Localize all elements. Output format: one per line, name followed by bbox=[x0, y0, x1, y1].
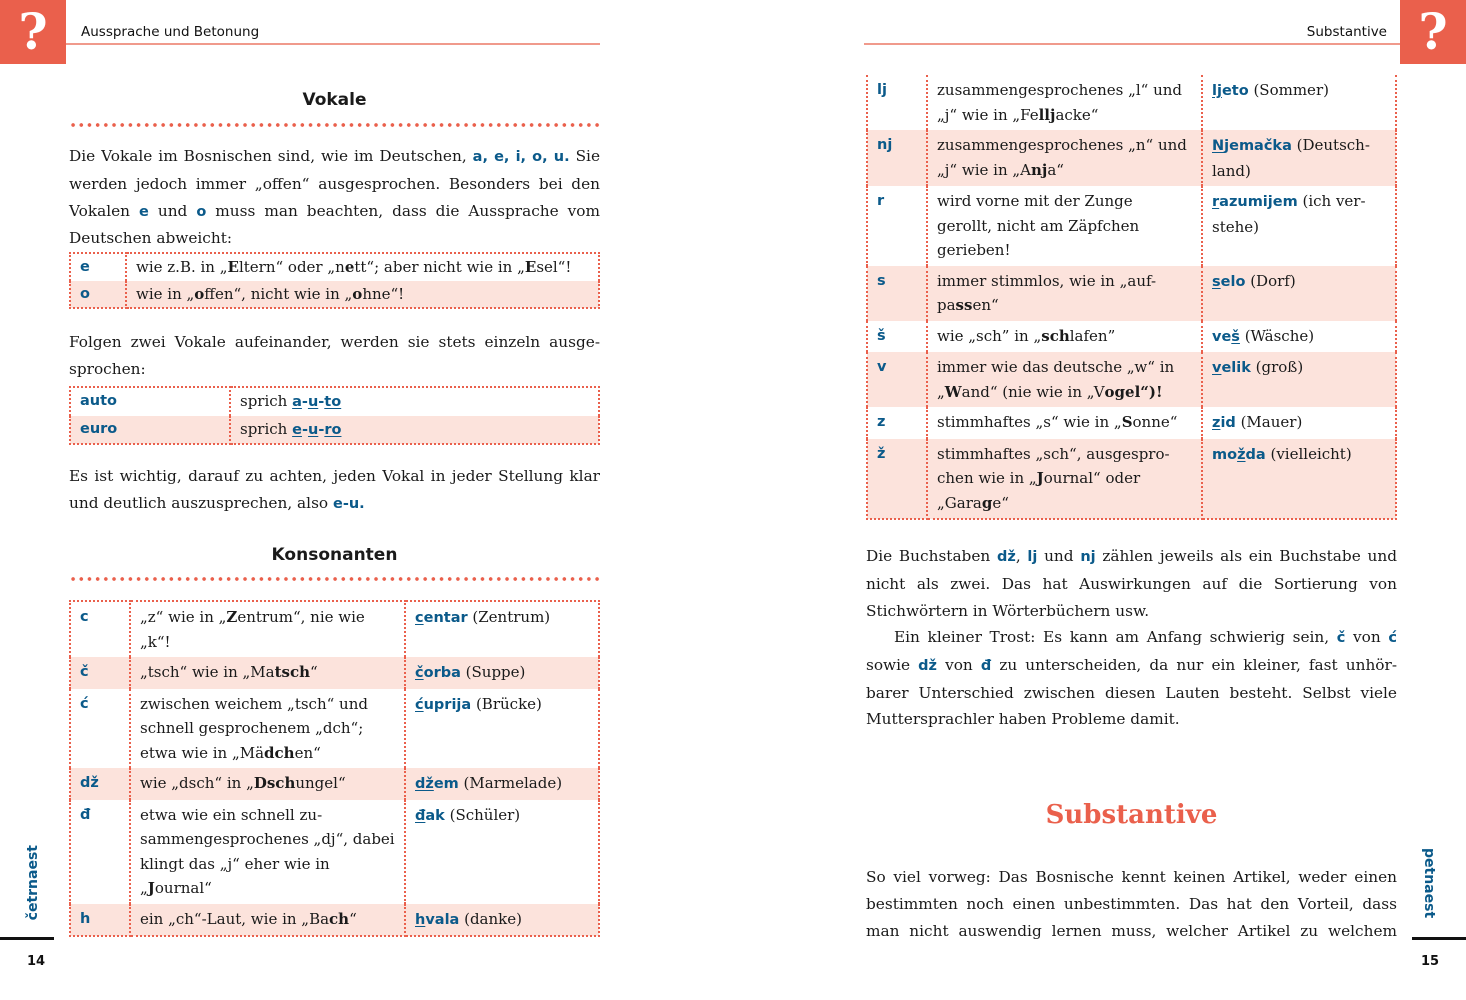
text: wie in „ bbox=[136, 284, 195, 303]
table-row bbox=[867, 321, 1396, 353]
example-word bbox=[1202, 130, 1396, 186]
bold-text: sch bbox=[1041, 326, 1070, 345]
table-row bbox=[70, 416, 599, 445]
table-row bbox=[867, 439, 1396, 520]
text: wie „sch” in „ bbox=[937, 326, 1042, 345]
letter-description bbox=[130, 657, 405, 689]
vokale-outro bbox=[69, 463, 600, 518]
bold-text: g bbox=[981, 493, 993, 512]
header-rule bbox=[66, 43, 600, 45]
question-mark-icon: ? bbox=[1400, 0, 1466, 64]
text: en“ bbox=[294, 743, 321, 762]
table-row bbox=[867, 266, 1396, 321]
text: Die Buchstaben bbox=[866, 547, 997, 565]
konsonanten-table bbox=[69, 600, 600, 937]
letter-key: š bbox=[867, 321, 927, 353]
letter-key: h bbox=[70, 904, 130, 937]
table-row bbox=[70, 689, 599, 769]
bold-text: E bbox=[227, 258, 239, 276]
text: immer wie das deutsche „w“ in „ bbox=[937, 358, 1175, 401]
letter-description bbox=[927, 352, 1202, 407]
text: und bbox=[148, 201, 197, 220]
syllable: to bbox=[324, 394, 342, 410]
letter-key: č bbox=[70, 657, 130, 689]
bold-text: dch bbox=[264, 743, 295, 762]
bold-text: ogel“)! bbox=[1104, 382, 1163, 401]
letter-key: lj bbox=[867, 75, 927, 130]
table-row bbox=[70, 281, 599, 309]
example-text: č bbox=[415, 665, 424, 681]
text: zwischen weichem „tsch“ und schnell gesprochenem „dch“; etwa wie in „Mä bbox=[140, 694, 368, 762]
translation: (Brücke) bbox=[471, 694, 542, 713]
text: Ein kleiner Trost: Es kann am Anfang schwierig sein, bbox=[894, 628, 1337, 646]
text: entrum“, nie wie „k“! bbox=[140, 608, 365, 651]
letter-description bbox=[927, 407, 1202, 439]
page-number-word: petnaest bbox=[1421, 848, 1437, 919]
letter-key: đ bbox=[70, 800, 130, 904]
table-row bbox=[70, 601, 599, 657]
example-text: entar bbox=[423, 610, 468, 626]
highlight: nj bbox=[1080, 549, 1096, 565]
bold-text: Z bbox=[226, 608, 238, 626]
letter-description bbox=[927, 186, 1202, 266]
translation: (Sommer) bbox=[1248, 81, 1329, 99]
syllable: e bbox=[292, 421, 302, 438]
vokale-intro bbox=[69, 143, 600, 252]
text: lafen” bbox=[1069, 326, 1116, 345]
text: acke“ bbox=[1055, 105, 1099, 124]
letter-key: r bbox=[867, 186, 927, 266]
text: zu unterscheiden, da nur ein kleiner, fast unhör-barer Unterschied zwischen diesen Lauten besteht. Selbst viele Muttersprachler haben Probleme damit. bbox=[866, 655, 1397, 729]
section-title-vokale: Vokale bbox=[302, 90, 367, 110]
bold-text: o bbox=[352, 284, 363, 303]
table-row bbox=[70, 800, 599, 904]
example-text: š bbox=[1231, 328, 1240, 345]
example-text: lj bbox=[1212, 83, 1222, 99]
text: stimmhaftes „sch“, ausgespro-chen wie in „ bbox=[937, 444, 1170, 487]
example-text: ž bbox=[1237, 446, 1246, 463]
text: Sie werden jedoch immer „offen“ ausgesprochen. Besonders bei den Vokalen bbox=[69, 147, 600, 220]
letter-key: nj bbox=[867, 130, 927, 186]
translation: (danke) bbox=[459, 909, 522, 928]
text: zusammengesprochenes „n“ und „j“ wie in „A bbox=[937, 136, 1187, 179]
highlight: č bbox=[1336, 630, 1346, 646]
bold-text: E bbox=[524, 258, 537, 276]
example-text: orba bbox=[423, 665, 461, 681]
text: sprich bbox=[240, 419, 293, 438]
example-text: azumijem bbox=[1219, 194, 1298, 210]
example-text: h bbox=[415, 911, 426, 928]
text: muss man beachten, dass die Aussprache vom Deutschen abweicht: bbox=[69, 201, 601, 248]
bold-text: tsch bbox=[274, 663, 310, 681]
translation: (Deutsch-land) bbox=[1212, 136, 1370, 180]
example-text: uprija bbox=[423, 696, 472, 713]
text: ffen“, nicht wie in „ bbox=[204, 284, 353, 303]
highlight: o bbox=[196, 203, 207, 220]
vowel-key: e bbox=[70, 253, 126, 281]
example-word bbox=[405, 768, 599, 800]
example-text: c bbox=[415, 610, 424, 626]
example-text: N bbox=[1212, 138, 1225, 154]
text: „z“ wie in „ bbox=[140, 608, 227, 626]
text: von bbox=[1345, 628, 1389, 646]
example-word bbox=[1202, 186, 1396, 266]
letter-key: v bbox=[867, 352, 927, 407]
header-rule bbox=[864, 43, 1400, 45]
table-row bbox=[867, 186, 1396, 266]
text: Es ist wichtig, darauf zu achten, jeden Vokal in jeder Stellung klar und deutlich auszusprechen, also bbox=[69, 467, 600, 512]
text: „tsch“ wie in „Ma bbox=[140, 663, 275, 681]
example-text: ak bbox=[425, 807, 445, 824]
text: sowie bbox=[866, 655, 919, 674]
highlight: đ bbox=[980, 657, 992, 674]
text: e“ bbox=[992, 493, 1009, 512]
diphthong-table bbox=[69, 386, 600, 445]
text: zählen jeweils als ein Buchstabe und nicht als zwei. Das hat Auswirkungen auf die Sortierung von Stichwörtern in Wörterbüchern usw. bbox=[866, 547, 1397, 620]
translation: (Zentrum) bbox=[467, 608, 551, 626]
translation: (vielleicht) bbox=[1265, 444, 1352, 463]
text: “ bbox=[310, 663, 318, 681]
pronunciation: sprich e-u-ro bbox=[230, 416, 599, 445]
text: sel“! bbox=[536, 258, 572, 276]
diphthong-intro: Folgen zwei Vokale aufeinander, werden sie stets einzeln ausge-sprochen: bbox=[69, 333, 600, 378]
example-text: v bbox=[1212, 360, 1222, 376]
example-text: vala bbox=[425, 911, 460, 928]
example-text: elik bbox=[1221, 360, 1251, 376]
table-row bbox=[70, 768, 599, 800]
bold-text: o bbox=[194, 284, 205, 303]
text: von bbox=[937, 655, 981, 674]
example-text: id bbox=[1220, 415, 1236, 431]
letter-description bbox=[927, 130, 1202, 186]
footer-rule bbox=[1412, 937, 1466, 940]
text: wie „dsch“ in „ bbox=[140, 774, 254, 792]
question-mark-icon: ? bbox=[0, 0, 66, 64]
text: Die Vokale im Bosnischen sind, wie im Deutschen, bbox=[69, 147, 473, 165]
word-key: euro bbox=[70, 416, 230, 445]
table-row bbox=[70, 253, 599, 281]
text: ournal“ bbox=[154, 879, 212, 897]
example-text: elo bbox=[1220, 273, 1246, 290]
letter-key: ć bbox=[70, 689, 130, 769]
translation: (Mauer) bbox=[1235, 413, 1303, 431]
translation: (Schüler) bbox=[444, 805, 521, 824]
bold-text: nj bbox=[1030, 160, 1048, 179]
example-word bbox=[1202, 352, 1396, 407]
text: etwa wie ein schnell zu-sammengesprochenes „dj“, dabei klingt das „j“ eher wie in „ bbox=[140, 805, 395, 897]
example-text: ve bbox=[1212, 328, 1232, 345]
text: stimmhaftes „s“ wie in „ bbox=[937, 413, 1122, 431]
letter-description bbox=[130, 904, 405, 937]
text: hne“! bbox=[362, 284, 405, 303]
text: a“ bbox=[1047, 160, 1064, 179]
example-text: z bbox=[1212, 415, 1221, 431]
dotted-divider bbox=[69, 576, 600, 582]
vowel-description bbox=[126, 281, 599, 309]
example-text: r bbox=[1212, 194, 1220, 210]
pronunciation: sprich a-u-to bbox=[230, 387, 599, 416]
syllable: ro bbox=[324, 421, 342, 438]
text: ournal“ oder „Gara bbox=[937, 469, 1141, 512]
example-word bbox=[405, 657, 599, 689]
chapter-title: Substantive bbox=[1045, 800, 1218, 830]
substantive-paragraph: So viel vorweg: Das Bosnische kennt keinen Artikel, weder einen bestimmten noch einen unbestimmten. Das hat den Vorteil, dass man nicht auswendig lernen muss, welcher Artikel zu welchem bbox=[866, 868, 1397, 940]
translation: (Wäsche) bbox=[1239, 326, 1315, 345]
bold-text: W bbox=[944, 382, 962, 401]
running-head: Aussprache und Betonung bbox=[81, 24, 260, 40]
syllable: u bbox=[307, 394, 319, 410]
letter-description bbox=[130, 800, 405, 904]
table-row bbox=[70, 657, 599, 689]
bold-text: ch bbox=[329, 909, 350, 928]
example-word bbox=[1202, 75, 1396, 130]
example-text: da bbox=[1245, 446, 1266, 463]
translation: (ich ver-stehe) bbox=[1212, 192, 1366, 236]
bold-text: S bbox=[1121, 413, 1133, 431]
syllable: u bbox=[307, 421, 319, 438]
example-word bbox=[405, 904, 599, 937]
example-word bbox=[1202, 407, 1396, 439]
vowel-description bbox=[126, 253, 599, 281]
example-word bbox=[405, 689, 599, 769]
table-row bbox=[867, 352, 1396, 407]
text: “ bbox=[349, 909, 357, 928]
example-word bbox=[1202, 266, 1396, 321]
letter-description bbox=[927, 75, 1202, 130]
highlight: ć bbox=[1388, 630, 1397, 646]
letter-description bbox=[927, 321, 1202, 353]
highlight: a, e, i, o, u. bbox=[472, 149, 570, 165]
bold-text: J bbox=[147, 879, 155, 897]
letter-key: c bbox=[70, 601, 130, 657]
table-row bbox=[867, 75, 1396, 130]
highlight: dž bbox=[996, 549, 1016, 565]
text: , bbox=[1015, 547, 1028, 565]
example-text: ć bbox=[415, 696, 424, 713]
letter-key: z bbox=[867, 407, 927, 439]
translation: (Dorf) bbox=[1245, 271, 1296, 290]
example-text: s bbox=[1212, 273, 1221, 290]
text: onne“ bbox=[1132, 413, 1178, 431]
highlight: e bbox=[139, 203, 149, 220]
vowel-key: o bbox=[70, 281, 126, 309]
footer-rule bbox=[0, 937, 54, 940]
text: sprich bbox=[240, 392, 293, 410]
text: tt“; aber nicht wie in „ bbox=[354, 258, 525, 276]
bold-text: Dsch bbox=[253, 774, 296, 792]
digraph-paragraph bbox=[866, 543, 1397, 624]
highlight: lj bbox=[1027, 549, 1038, 565]
page-number: 15 bbox=[1421, 954, 1440, 969]
trost-paragraph bbox=[866, 624, 1397, 733]
page-number-word: četrnaest bbox=[25, 845, 41, 921]
table-row bbox=[70, 904, 599, 937]
text: ein „ch“-Laut, wie in „Ba bbox=[140, 909, 330, 928]
letter-description bbox=[130, 689, 405, 769]
text: und bbox=[1037, 547, 1081, 565]
letter-description bbox=[130, 601, 405, 657]
example-word bbox=[405, 601, 599, 657]
section-title-konsonanten: Konsonanten bbox=[271, 545, 398, 565]
example-text: dž bbox=[415, 776, 434, 792]
example-word bbox=[405, 800, 599, 904]
letter-description bbox=[927, 266, 1202, 321]
letter-key: ž bbox=[867, 439, 927, 520]
table-row bbox=[867, 407, 1396, 439]
example-text: eto bbox=[1221, 83, 1249, 99]
text: ltern“ oder „n bbox=[238, 258, 345, 276]
example-word bbox=[1202, 321, 1396, 353]
letter-description bbox=[130, 768, 405, 800]
example-text: đ bbox=[415, 807, 426, 824]
vokale-table bbox=[69, 252, 600, 309]
syllable: a bbox=[292, 394, 302, 410]
text: wird vorne mit der Zunge gerollt, nicht am Zäpfchen gerieben! bbox=[937, 192, 1140, 259]
translation: (Marmelade) bbox=[458, 774, 563, 792]
bold-text: ss bbox=[955, 296, 973, 314]
text: zusammengesprochenes „l“ und „j“ wie in „Fe bbox=[937, 81, 1183, 124]
text: wie z.B. in „ bbox=[136, 258, 228, 276]
text: ungel“ bbox=[295, 774, 346, 792]
text: and“ (nie wie in „V bbox=[961, 382, 1105, 401]
text: en“ bbox=[972, 296, 999, 314]
bold-text: e bbox=[344, 258, 355, 276]
running-head: Substantive bbox=[1306, 24, 1387, 40]
table-row bbox=[867, 130, 1396, 186]
letter-key: dž bbox=[70, 768, 130, 800]
letter-key: s bbox=[867, 266, 927, 321]
highlight: e-u. bbox=[333, 495, 365, 512]
example-text: mo bbox=[1212, 446, 1238, 463]
bold-text: llj bbox=[1038, 105, 1056, 124]
example-word bbox=[1202, 439, 1396, 520]
example-text: jemačka bbox=[1224, 138, 1292, 154]
text: immer stimmlos, wie in „auf-pa bbox=[937, 271, 1157, 314]
word-key: auto bbox=[70, 387, 230, 416]
bold-text: J bbox=[1036, 469, 1044, 487]
translation: (groß) bbox=[1250, 358, 1304, 376]
page-number: 14 bbox=[27, 954, 46, 969]
translation: (Suppe) bbox=[460, 663, 526, 681]
example-text: em bbox=[433, 776, 459, 792]
dotted-divider bbox=[69, 122, 600, 128]
konsonanten-table-continued bbox=[866, 75, 1397, 520]
table-row bbox=[70, 387, 599, 416]
highlight: dž bbox=[918, 657, 937, 674]
letter-description bbox=[927, 439, 1202, 520]
